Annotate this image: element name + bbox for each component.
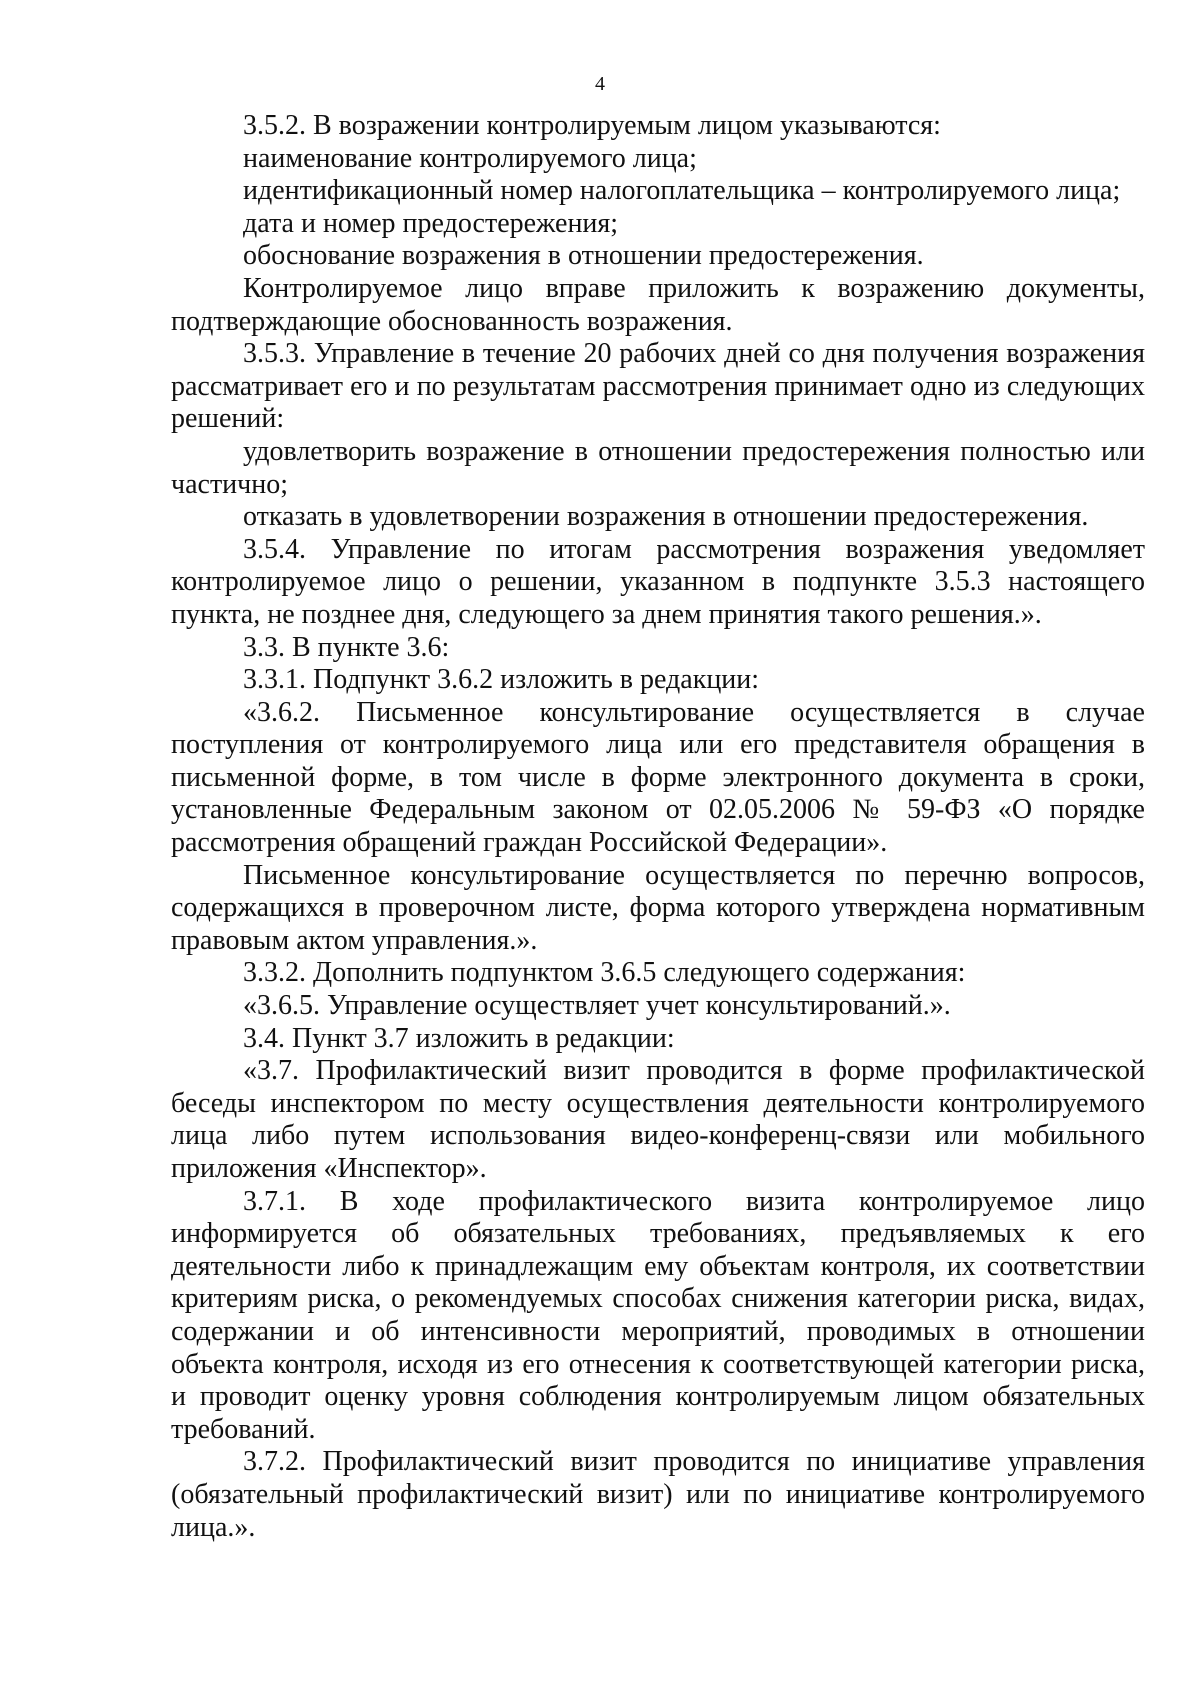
paragraph: «3.6.5. Управление осуществляет учет консультирований.». xyxy=(243,990,951,1022)
paragraph: 3.5.4. Управление по итогам рассмотрения возражения уведомляет контролируемое лицо о решении, указанном в подпункте 3.5.3 настоящего пункта, не позднее дня, следующего за днем принятия такого решения.». xyxy=(171,533,1145,630)
paragraph: дата и номер предостережения; xyxy=(243,207,619,239)
paragraph: отказать в удовлетворении возражения в отношении предостережения. xyxy=(243,501,1089,533)
paragraph: «3.6.2. Письменное консультирование осуществляется в случае поступления от контролируемого лица или его представителя обращения в письменной форме, в том числе в форме электронного документа в сроки, установленные Федеральным законом от 02.05.2006 № 59-ФЗ «О порядке рассмотрения обращений граждан Российской Федерации». xyxy=(171,696,1145,859)
paragraph: 3.4. Пункт 3.7 изложить в редакции: xyxy=(243,1022,675,1054)
paragraph: 3.7.1. В ходе профилактического визита контролируемое лицо информируется об обязательных требованиях, предъявляемых к его деятельности либо к принадлежащим ему объектам контроля, их соответствии критериям риска, о рекомендуемых способах снижения категории риска, видах, содержании и об интенсивности мероприятий, проводимых в отношении объекта контроля, исходя из его отнесения к соответствующей категории риска, и проводит оценку уровня соблюдения контролируемым лицом обязательных требований. xyxy=(171,1185,1145,1445)
paragraph: наименование контролируемого лица; xyxy=(243,142,697,174)
paragraph: 3.5.2. В возражении контролируемым лицом указываются: xyxy=(243,110,941,141)
paragraph: обоснование возражения в отношении предостережения. xyxy=(243,240,924,272)
document-body xyxy=(171,110,1145,1544)
paragraph: Контролируемое лицо вправе приложить к возражению документы, подтверждающие обоснованность возражения. xyxy=(171,272,1145,337)
paragraph: 3.7.2. Профилактический визит проводится по инициативе управления (обязательный профилактический визит) или по инициативе контролируемого лица.». xyxy=(171,1446,1145,1543)
paragraph: 3.3.2. Дополнить подпунктом 3.6.5 следующего содержания: xyxy=(243,957,966,989)
paragraph: идентификационный номер налогоплательщика – контролируемого лица; xyxy=(243,175,1121,207)
paragraph: «3.7. Профилактический визит проводится в форме профилактической беседы инспектором по месту осуществления деятельности контролируемого лица либо путем использования видео-конференц-связи или мобильного приложения «Инспектор». xyxy=(171,1055,1145,1184)
paragraph: 3.5.3. Управление в течение 20 рабочих дней со дня получения возражения рассматривает его и по результатам рассмотрения принимает одно из следующих решений: xyxy=(171,338,1145,435)
paragraph: Письменное консультирование осуществляется по перечню вопросов, содержащихся в проверочном листе, форма которого утверждена нормативным правовым актом управления.». xyxy=(171,859,1145,956)
page-number: 4 xyxy=(595,73,605,95)
paragraph: 3.3.1. Подпункт 3.6.2 изложить в редакции: xyxy=(243,664,760,696)
paragraph: 3.3. В пункте 3.6: xyxy=(243,631,450,663)
paragraph: удовлетворить возражение в отношении предостережения полностью или частично; xyxy=(171,435,1145,500)
